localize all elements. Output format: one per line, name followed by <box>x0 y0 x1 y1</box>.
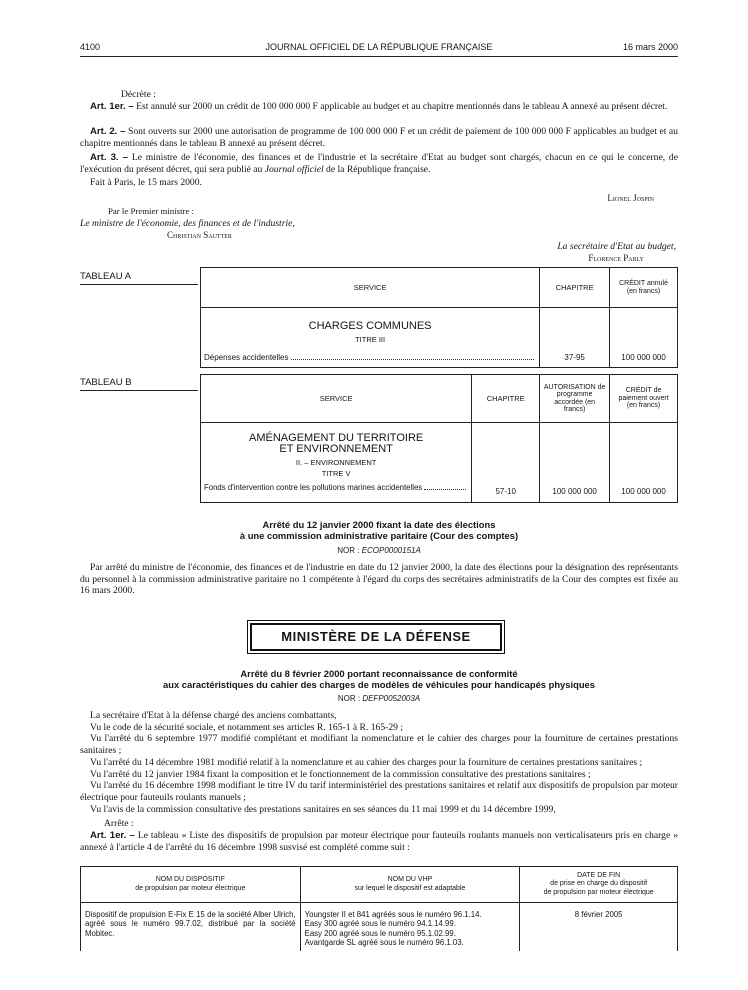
signature-premier-ministre: Lionel Jospin <box>607 193 654 203</box>
ministre-title: Le ministre de l'économie, des finances et de l'industrie, <box>80 218 295 229</box>
visa-line: Vu l'arrêté du 6 septembre 1977 modifié complétant et modifiant la nomenclature et le cahier des charges pour la fourniture de certaines prestations sanitaires ; <box>80 733 678 757</box>
col-nom-dispositif <box>81 867 301 903</box>
page-number: 4100 <box>80 42 101 52</box>
article-2-label: Art. 2. – <box>90 126 126 137</box>
arrete-2-article-1-text: Le tableau « Liste des dispositifs de propulsion par moteur électrique pour fauteuils roulants manuels non verticalisateurs pris en charge » annexé à l'article 4 de l'arrêté du 16 décembre 1998 susvisé est complété comme suit : <box>80 830 678 853</box>
article-3-journal: Journal officiel <box>264 163 324 175</box>
tableau-b-service-cell <box>201 423 472 503</box>
tableau-b-titre: TITRE V <box>321 469 351 479</box>
visa-line: Vu le code de la sécurité sociale, et notamment ses articles R. 165-1 à R. 165-29 ; <box>90 721 403 733</box>
page-header <box>80 40 678 56</box>
row-date-fin: 8 février 2005 <box>520 903 678 952</box>
arrete-1-title-line-1: Arrêté du 12 janvier 2000 fixant la date des élections <box>262 519 496 530</box>
arrete-2-nor-code: DEFP0052003A <box>362 694 421 703</box>
tableau-a-service-cell <box>201 308 540 368</box>
visa-line: Vu l'avis de la commission consultative des prestations sanitaires en ses séances du 11 mai 1999 et du 14 décembre 1999, <box>90 803 556 815</box>
ministry-heading: MINISTÈRE DE LA DÉFENSE <box>250 623 502 651</box>
fait-a-paris: Fait à Paris, le 15 mars 2000. <box>90 177 202 188</box>
tableau-b-section-2: ET ENVIRONNEMENT <box>279 443 393 455</box>
row-dispositif: Dispositif de propulsion E-Fix E 15 de la société Alber Ulrich, agréé sous le numéro 99.7.02, distribué par la société Mobitec. <box>81 903 301 952</box>
tableau-b <box>200 374 678 503</box>
article-2 <box>80 126 678 149</box>
article-3-text-end: de la République française. <box>326 163 431 175</box>
arrete-1-title <box>80 520 678 542</box>
visa-line: Vu l'arrêté du 16 décembre 1998 modifiant le titre IV du tarif interministériel des prestations sanitaires et relatif aux dispositifs de propulsion par moteur électrique pour fauteuils roulants manuels ; <box>80 780 678 803</box>
vhp-item: Easy 300 agréé sous le numéro 94.1.14.99. <box>304 919 456 929</box>
tableau-b-row-label <box>204 483 468 493</box>
issue-date: 16 mars 2000 <box>622 42 678 52</box>
par-premier-ministre: Par le Premier ministre : <box>108 206 194 216</box>
tableau-b-col-credit: CRÉDIT de paiement ouvert (en francs) <box>610 375 678 423</box>
col-nom-vhp-line-1: NOM DU VHP <box>387 876 433 884</box>
arrete-1-title-line-2: à une commission administrative paritaire (Cour des comptes) <box>239 529 519 541</box>
header-rule <box>80 56 678 57</box>
arrete-label: Arrête : <box>104 818 134 830</box>
decrete-label: Décrète : <box>121 89 156 100</box>
tableau-b-col-autorisation: AUTORISATION de programme accordée (en francs) <box>540 375 610 423</box>
article-3 <box>80 152 678 175</box>
tableau-a-row-credit: 100 000 000 <box>610 308 678 368</box>
arrete-1-nor-label: NOR : <box>337 546 360 555</box>
ministre-name: Christian Sautter <box>167 230 232 240</box>
tableau-a-row-label <box>204 353 536 363</box>
tableau-b-subsection: II. – ENVIRONNEMENT <box>295 458 377 467</box>
visa-line: Vu l'arrêté du 14 décembre 1981 modifié relatif à la nomenclature et au cahier des charges pour la fourniture de certaines prestations sanitaires ; <box>90 756 643 768</box>
tableau-b-row-chapitre: 57-10 <box>472 423 540 503</box>
secretaire-name: Florence Parly <box>588 253 644 263</box>
tableau-b-col-chapitre: CHAPITRE <box>472 375 540 423</box>
arrete-1-nor-code: ECOP0000151A <box>361 546 421 555</box>
secretaire-title: La secrétaire d'Etat au budget, <box>557 241 676 252</box>
tableau-a-col-credit: CRÉDIT annulé (en francs) <box>610 268 678 308</box>
col-nom-dispositif-line-2: de propulsion par moteur électrique <box>135 884 246 892</box>
arrete-2-nor-label: NOR : <box>337 694 361 703</box>
col-nom-vhp-line-2: sur lequel le dispositif est adaptable <box>354 884 466 892</box>
tableau-a-label: TABLEAU A <box>80 271 132 282</box>
vhp-item: Easy 200 agréé sous le numéro 95.1.02.99. <box>304 928 456 938</box>
tableau-b-label: TABLEAU B <box>80 377 132 388</box>
article-1-label: Art. 1er. – <box>90 101 134 112</box>
arrete-2-title-line-1: Arrêté du 8 février 2000 portant reconnaissance de conformité <box>240 668 518 679</box>
tableau-a-rule <box>80 284 198 285</box>
tableau-a-col-service: SERVICE <box>201 268 540 308</box>
visa-line: La secrétaire d'Etat à la défense chargé des anciens combattants, <box>90 710 337 721</box>
col-nom-vhp <box>300 867 520 903</box>
tableau-b-row-autorisation: 100 000 000 <box>540 423 610 503</box>
tableau-b-rule <box>80 390 198 391</box>
tableau-a <box>200 267 678 368</box>
article-1-text: Est annulé sur 2000 un crédit de 100 000 000 F applicable au budget et au chapitre mentionnés dans le tableau A annexé au présent décret. <box>136 101 668 112</box>
journal-title: JOURNAL OFFICIEL DE LA RÉPUBLIQUE FRANÇAISE <box>265 42 493 52</box>
dispositifs-table <box>80 866 678 951</box>
tableau-a-section: CHARGES COMMUNES <box>308 320 432 332</box>
visa-line: Vu l'arrêté du 12 janvier 1984 fixant la composition et le fonctionnement de la commission consultative des prestations sanitaires ; <box>90 768 591 780</box>
col-date-fin-line-3: de propulsion par moteur électrique <box>543 888 654 896</box>
article-3-label: Art. 3. – <box>90 152 129 163</box>
tableau-a-col-chapitre: CHAPITRE <box>540 268 610 308</box>
tableau-a-titre: TITRE III <box>355 335 386 345</box>
col-date-fin <box>520 867 678 903</box>
row-vhp <box>300 903 520 952</box>
arrete-2-article-1-label: Art. 1er. – <box>90 830 135 842</box>
vhp-item: Youngster II et 841 agréés sous le numéro 96.1.14. <box>304 910 482 919</box>
arrete-2-nor <box>80 694 678 704</box>
article-1 <box>80 101 678 113</box>
tableau-a-row-text: Dépenses accidentelles <box>204 352 289 362</box>
arrete-2-title-line-2: aux caractéristiques du cahier des charges de modèles de véhicules pour handicapés physiques <box>163 678 595 690</box>
col-date-fin-line-1: DATE DE FIN <box>577 872 621 880</box>
arrete-1-nor <box>80 546 678 556</box>
article-2-text: Sont ouverts sur 2000 une autorisation de programme de 100 000 000 F et un crédit de paiement de 100 000 000 F applicables au budget et au chapitre mentionnés dans le tableau B annexé au présent décret. <box>80 126 678 149</box>
vhp-item: Avantgarde SL agréé sous le numéro 96.1.03. <box>304 938 464 948</box>
tableau-b-row-credit: 100 000 000 <box>610 423 678 503</box>
tableau-b-row-text: Fonds d'intervention contre les pollutions marines accidentelles <box>204 483 423 493</box>
arrete-1-body: Par arrêté du ministre de l'économie, des finances et de l'industrie en date du 12 janvier 2000, la date des élections pour la désignation des représentants du personnel à la commission administrative paritaire no 1 compétente à l'égard du corps des secrétaires administratifs de la Cour des comptes est fixée au 16 mars 2000. <box>80 562 678 597</box>
arrete-2-visas <box>80 710 678 853</box>
tableau-a-row-chapitre: 37-95 <box>540 308 610 368</box>
tableau-b-section-1: AMÉNAGEMENT DU TERRITOIRE <box>249 432 424 444</box>
article-3-text: Le ministre de l'économie, des finances et de l'industrie et la secrétaire d'Etat au budget sont chargés, chacun en ce qui le concerne, de l'exécution du présent décret, qui sera publié au <box>80 152 678 175</box>
col-nom-dispositif-line-1: NOM DU DISPOSITIF <box>155 876 225 884</box>
arrete-2-title <box>80 669 678 691</box>
arrete-2-article-1 <box>80 830 678 853</box>
col-date-fin-line-2: de prise en charge du dispositif <box>550 880 648 888</box>
tableau-b-col-service: SERVICE <box>201 375 472 423</box>
